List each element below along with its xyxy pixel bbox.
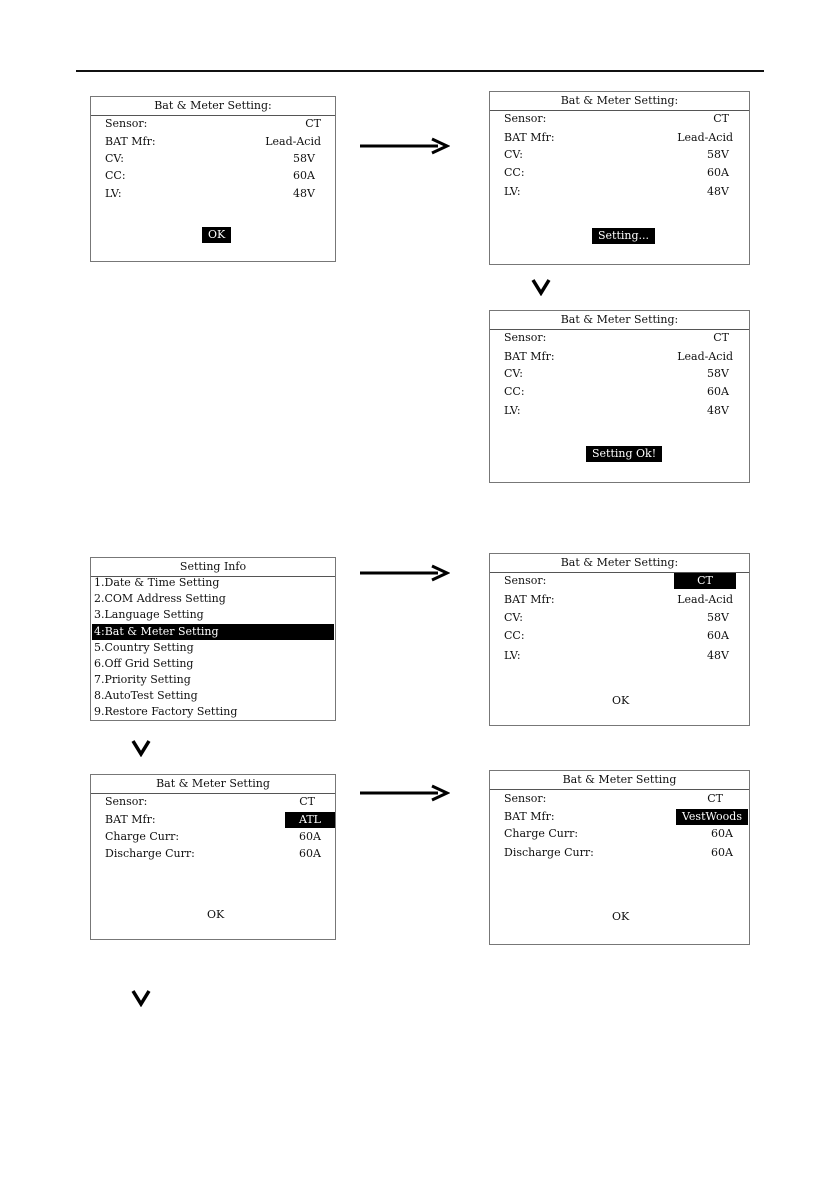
bat-mfr-label: BAT Mfr:	[105, 135, 156, 148]
screen-bat-meter-sensor-select	[489, 553, 750, 726]
menu-item-restore-factory[interactable]: 9.Restore Factory Setting	[94, 705, 238, 718]
sensor-label: Sensor:	[105, 117, 148, 130]
cv-label: CV:	[504, 611, 523, 624]
menu-item-bat-meter[interactable]: 4:Bat & Meter Setting	[92, 624, 334, 640]
screen-title: Bat & Meter Setting:	[91, 97, 335, 116]
header-rule	[76, 70, 764, 72]
cc-value[interactable]: 60A	[707, 629, 729, 642]
cv-label: CV:	[504, 148, 523, 161]
screen-title: Bat & Meter Setting:	[490, 554, 749, 573]
sensor-label: Sensor:	[105, 795, 148, 808]
bat-mfr-label: BAT Mfr:	[504, 810, 555, 823]
cc-value[interactable]: 60A	[293, 169, 315, 182]
screen-bat-mfr-vestwoods	[489, 770, 750, 945]
bat-mfr-value[interactable]: ATL	[285, 812, 335, 828]
chevron-down-icon	[131, 989, 151, 1007]
lv-label: LV:	[504, 185, 521, 198]
cv-value[interactable]: 58V	[707, 367, 729, 380]
cv-label: CV:	[504, 367, 523, 380]
charge-curr-value[interactable]: 60A	[711, 827, 733, 840]
screen-title: Bat & Meter Setting	[490, 771, 749, 790]
sensor-label: Sensor:	[504, 331, 547, 344]
charge-curr-label: Charge Curr:	[105, 830, 180, 843]
chevron-down-icon	[531, 278, 551, 296]
screen-bat-mfr-atl	[90, 774, 336, 940]
lv-value[interactable]: 48V	[707, 404, 729, 417]
sensor-value[interactable]: CT	[713, 112, 729, 125]
sensor-label: Sensor:	[504, 792, 547, 805]
bat-mfr-value[interactable]: Lead-Acid	[265, 135, 321, 148]
ok-button[interactable]: OK	[612, 694, 630, 707]
lv-label: LV:	[504, 404, 521, 417]
cc-label: CC:	[504, 629, 525, 642]
bat-mfr-value[interactable]: Lead-Acid	[677, 131, 733, 144]
sensor-label: Sensor:	[504, 574, 547, 587]
chevron-down-icon	[131, 739, 151, 757]
lv-label: LV:	[504, 649, 521, 662]
sensor-value[interactable]: CT	[305, 117, 321, 130]
lv-label: LV:	[105, 187, 122, 200]
lv-value[interactable]: 48V	[293, 187, 315, 200]
discharge-curr-label: Discharge Curr:	[504, 846, 594, 859]
bat-mfr-value[interactable]: VestWoods	[676, 809, 748, 825]
menu-item-com-address[interactable]: 2.COM Address Setting	[94, 592, 226, 605]
cc-label: CC:	[105, 169, 126, 182]
cv-value[interactable]: 58V	[707, 611, 729, 624]
cv-value[interactable]: 58V	[707, 148, 729, 161]
sensor-value[interactable]: CT	[713, 331, 729, 344]
sensor-value[interactable]: CT	[299, 795, 315, 808]
cc-label: CC:	[504, 385, 525, 398]
sensor-value[interactable]: CT	[707, 792, 723, 805]
cv-label: CV:	[105, 152, 124, 165]
lv-value[interactable]: 48V	[707, 649, 729, 662]
discharge-curr-value[interactable]: 60A	[299, 847, 321, 860]
menu-item-date-time[interactable]: 1.Date & Time Setting	[94, 576, 220, 589]
ok-button[interactable]: OK	[202, 227, 231, 243]
bat-mfr-label: BAT Mfr:	[504, 593, 555, 606]
cc-value[interactable]: 60A	[707, 385, 729, 398]
bat-mfr-label: BAT Mfr:	[105, 813, 156, 826]
sensor-label: Sensor:	[504, 112, 547, 125]
menu-item-priority[interactable]: 7.Priority Setting	[94, 673, 191, 686]
menu-item-autotest[interactable]: 8.AutoTest Setting	[94, 689, 198, 702]
screen-bat-meter-setting-ok	[489, 310, 750, 483]
screen-title: Bat & Meter Setting:	[490, 92, 749, 111]
arrow-right-icon	[358, 136, 450, 156]
ok-button[interactable]: OK	[207, 908, 225, 921]
screen-title: Bat & Meter Setting:	[490, 311, 749, 330]
cc-label: CC:	[504, 166, 525, 179]
bat-mfr-label: BAT Mfr:	[504, 131, 555, 144]
menu-item-country[interactable]: 5.Country Setting	[94, 641, 194, 654]
charge-curr-value[interactable]: 60A	[299, 830, 321, 843]
charge-curr-label: Charge Curr:	[504, 827, 579, 840]
setting-status-button[interactable]: Setting...	[592, 228, 655, 244]
cc-value[interactable]: 60A	[707, 166, 729, 179]
arrow-right-icon	[358, 783, 450, 803]
screen-bat-meter-initial	[90, 96, 336, 262]
arrow-right-icon	[358, 563, 450, 583]
screen-title: Bat & Meter Setting	[91, 775, 335, 794]
screen-setting-info-menu	[90, 557, 336, 721]
menu-item-off-grid[interactable]: 6.Off Grid Setting	[94, 657, 194, 670]
menu-item-language[interactable]: 3.Language Setting	[94, 608, 204, 621]
cv-value[interactable]: 58V	[293, 152, 315, 165]
discharge-curr-value[interactable]: 60A	[711, 846, 733, 859]
bat-mfr-label: BAT Mfr:	[504, 350, 555, 363]
setting-ok-status: Setting Ok!	[586, 446, 662, 462]
lv-value[interactable]: 48V	[707, 185, 729, 198]
bat-mfr-value[interactable]: Lead-Acid	[677, 593, 733, 606]
sensor-value[interactable]: CT	[674, 573, 736, 589]
discharge-curr-label: Discharge Curr:	[105, 847, 195, 860]
menu-title: Setting Info	[91, 558, 335, 577]
bat-mfr-value[interactable]: Lead-Acid	[677, 350, 733, 363]
screen-bat-meter-setting	[489, 91, 750, 265]
ok-button[interactable]: OK	[612, 910, 630, 923]
